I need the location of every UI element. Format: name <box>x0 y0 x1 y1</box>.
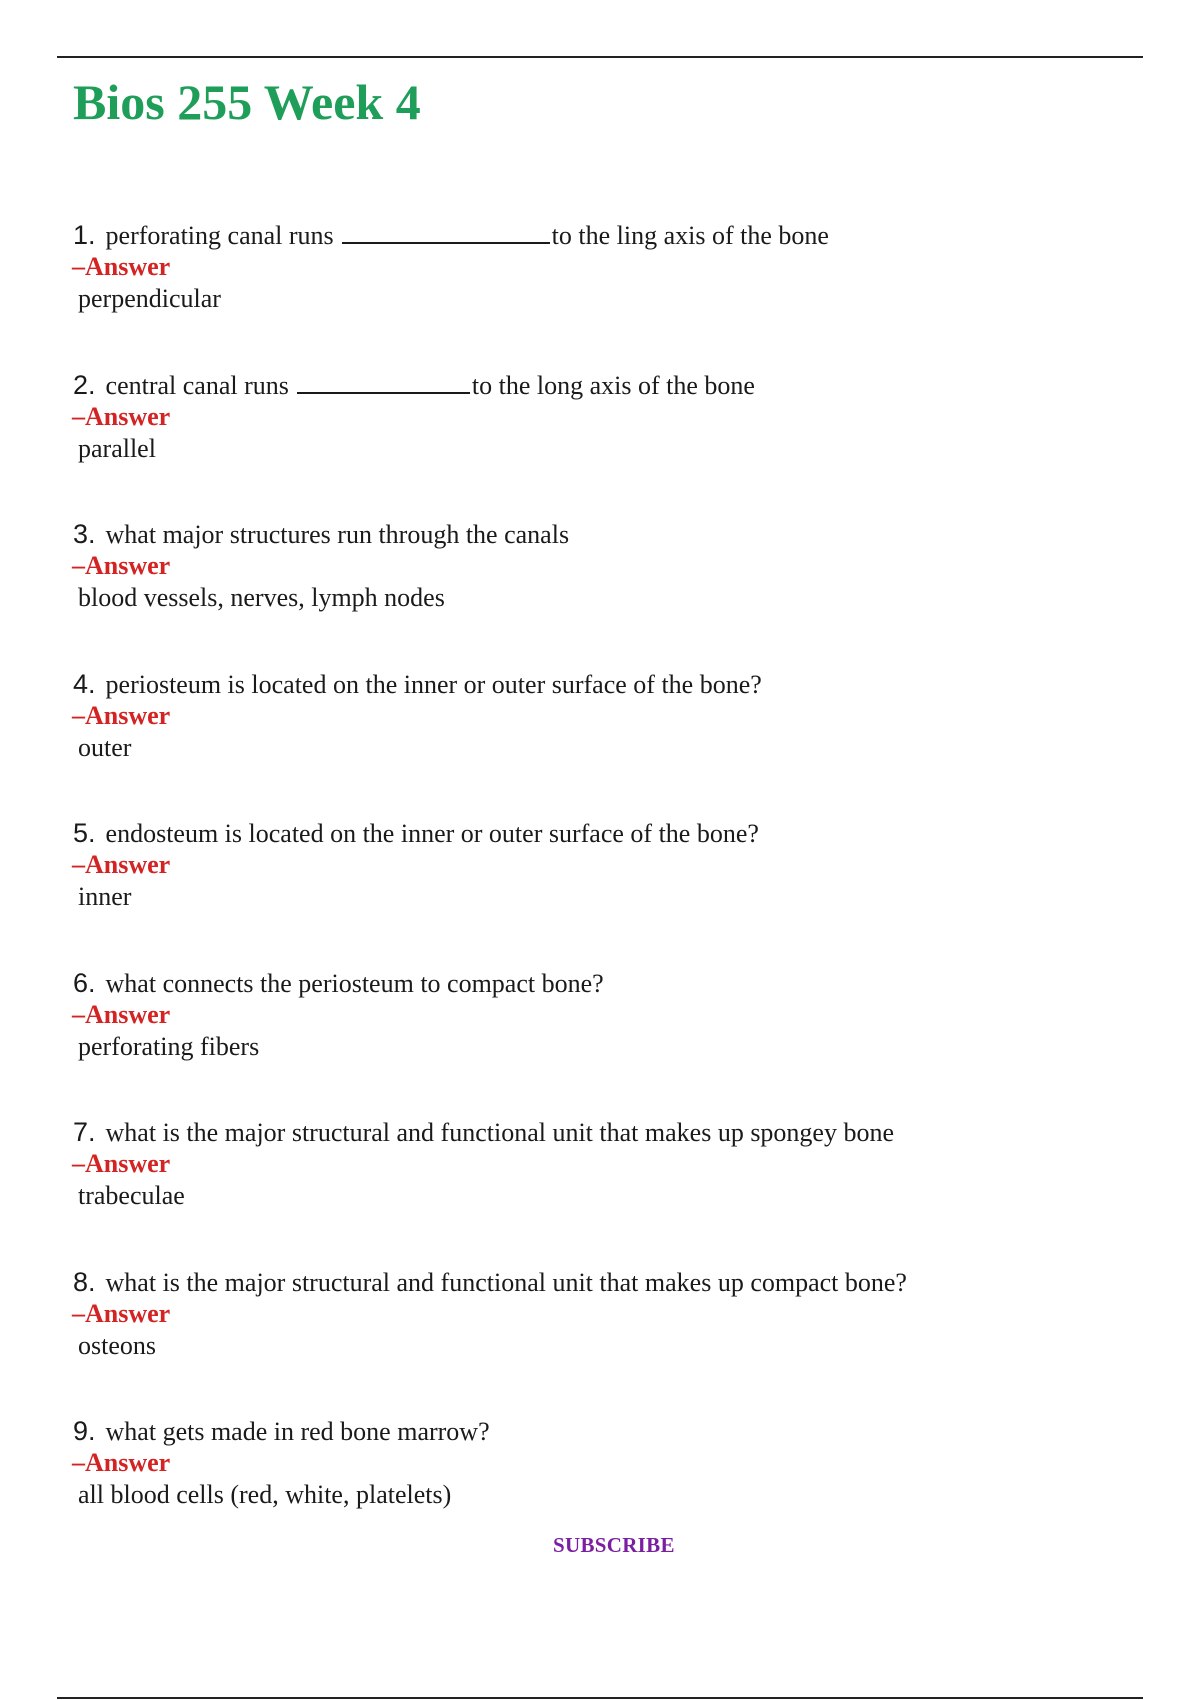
question-text: what is the major structural and functional unit that makes up compact bone? <box>105 1267 907 1297</box>
answer-text: all blood cells (red, white, platelets) <box>78 1480 452 1509</box>
answer-label: –Answer <box>72 551 171 580</box>
answer-text: osteons <box>78 1330 156 1360</box>
question <box>73 816 1133 850</box>
question-text: perforating canal runs <box>105 221 334 250</box>
answer-text: inner <box>78 882 132 911</box>
question-number: 8. <box>73 1266 96 1297</box>
question <box>73 517 1133 551</box>
document-title: Bios 255 Week 4 <box>73 74 421 130</box>
question-text: central canal runs <box>105 370 289 400</box>
qa-item <box>73 667 1133 817</box>
question <box>73 1115 1133 1149</box>
question <box>73 966 1133 1000</box>
question <box>73 218 1133 252</box>
question-text: what major structures run through the canals <box>105 520 570 549</box>
qa-item <box>73 517 1133 667</box>
qa-item <box>73 368 1133 518</box>
answer-text: trabeculae <box>78 1181 185 1210</box>
question-text-continued: to the ling axis of the bone <box>551 221 829 250</box>
qa-item <box>73 218 1133 368</box>
question-text: what gets made in red bone marrow? <box>105 1417 490 1446</box>
question <box>73 368 1133 402</box>
question-text: what connects the periosteum to compact bone? <box>105 968 604 998</box>
question <box>73 667 1133 701</box>
bottom-rule <box>57 1697 1143 1699</box>
fill-in-blank <box>297 370 470 394</box>
question-number: 3. <box>73 519 96 549</box>
top-rule <box>57 56 1143 58</box>
answer-label: –Answer <box>72 401 171 431</box>
answer-label: –Answer <box>72 999 171 1029</box>
question-number: 6. <box>73 967 96 998</box>
question-number: 9. <box>73 1416 96 1446</box>
question-list <box>73 218 1133 1564</box>
question-number: 5. <box>73 818 96 848</box>
answer-text: parallel <box>78 433 156 463</box>
question-text: periosteum is located on the inner or outer surface of the bone? <box>105 669 762 699</box>
question-number: 2. <box>73 369 96 400</box>
question <box>73 1414 1133 1448</box>
question <box>73 1265 1133 1299</box>
fill-in-blank <box>342 220 550 244</box>
answer-text: perpendicular <box>78 284 221 313</box>
answer-text: outer <box>78 732 132 762</box>
subscribe-link[interactable]: SUBSCRIBE <box>553 1533 675 1557</box>
answer-text: blood vessels, nerves, lymph nodes <box>78 583 445 612</box>
question-number: 1. <box>73 220 96 250</box>
question-number: 7. <box>73 1117 96 1147</box>
answer-label: –Answer <box>72 1298 171 1328</box>
answer-label: –Answer <box>72 1149 171 1178</box>
answer-label: –Answer <box>72 252 171 281</box>
answer-label: –Answer <box>72 1448 171 1477</box>
qa-item <box>73 1115 1133 1265</box>
question-text-continued: to the long axis of the bone <box>471 370 755 400</box>
qa-item <box>73 816 1133 966</box>
qa-item <box>73 966 1133 1116</box>
answer-label: –Answer <box>72 850 171 879</box>
qa-item <box>73 1265 1133 1415</box>
answer-text: perforating fibers <box>78 1031 260 1061</box>
question-number: 4. <box>73 668 96 699</box>
answer-label: –Answer <box>72 700 171 730</box>
question-text: what is the major structural and functional unit that makes up spongey bone <box>105 1118 895 1147</box>
question-text: endosteum is located on the inner or outer surface of the bone? <box>105 819 759 848</box>
